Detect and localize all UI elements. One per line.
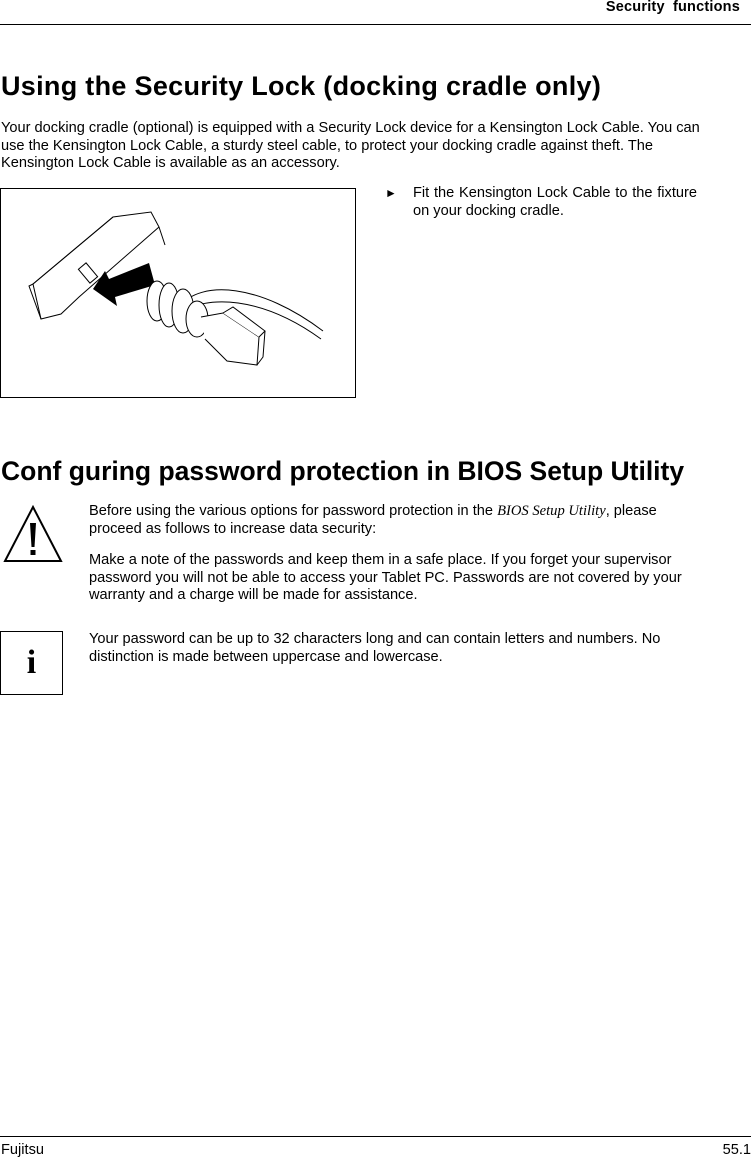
warning-paragraph-1: [89, 503, 709, 538]
warning-text-before: Before using the various options for password protection in the: [89, 503, 498, 519]
warning-text-after: , please proceed as follows to increase data security:: [89, 503, 657, 537]
header-title: Security functions: [605, 0, 740, 15]
page-number: 55.1: [722, 1142, 751, 1158]
kensington-lock-illustration: [0, 188, 356, 398]
warning-triangle-icon: [3, 505, 63, 568]
info-paragraph: Your password can be up to 32 characters long and can contain letters and numbers. No distinction is made between uppercase and lowercase.: [89, 631, 661, 665]
header-rule: [0, 24, 751, 25]
bios-setup-utility-term: BIOS Setup Utility: [497, 503, 606, 519]
triangle-right-icon: ►: [385, 186, 397, 200]
step-text: Fit the Kensington Lock Cable to the fixture on your docking cradle.: [413, 185, 697, 219]
info-icon: i: [0, 631, 63, 695]
lock-cable-drawing: [1, 189, 355, 397]
section-heading-security-lock: Using the Security Lock (docking cradle only): [1, 71, 602, 101]
footer-brand: Fujitsu: [1, 1142, 44, 1158]
intro-paragraph: Your docking cradle (optional) is equipped with a Security Lock device for a Kensington Lock Cable. You can use the Kensington Lock Cable, a sturdy steel cable, to protect your docking cradle against theft. The Kensington Lock Cable is available as an accessory.: [1, 120, 700, 171]
warning-paragraph-2: Make a note of the passwords and keep them in a safe place. If you forget your supervisor password you will not be able to access your Tablet PC. Passwords are not covered by your warranty and a charge will be made for assistance.: [89, 552, 682, 603]
section-heading-password-protection: Conf guring password protection in BIOS Setup Utility: [1, 456, 685, 486]
step-item: [385, 184, 697, 220]
footer-rule: [0, 1136, 751, 1137]
